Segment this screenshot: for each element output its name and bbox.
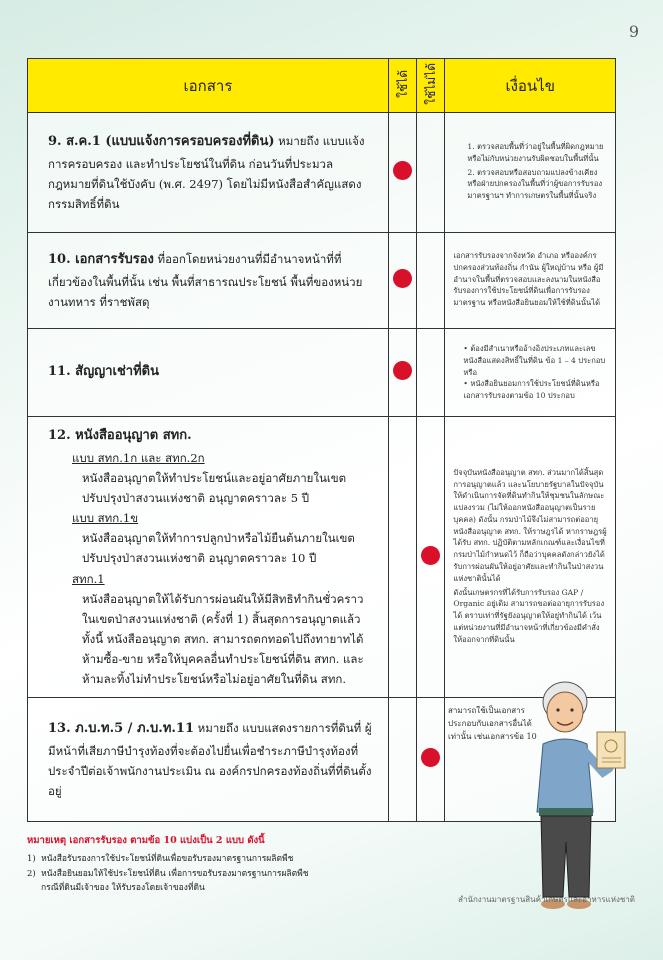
condition-para: ดังนั้นเกษตรกรที่ได้รับการรับรอง GAP / Organic อยู่เดิม สามารถขอต่ออายุการรับรองได้ ตราบเท่าที่รัฐยังอนุญาตให้อยู่ทำกินได้ เว้นแต่หน่วยงานที่มีอำนาจหน้าที่เกี่ยวข้องมีคำสั่งให้ออกจากที่ดินนั้น bbox=[453, 587, 605, 644]
footnote-item: 1) หนังสือรับรองการใช้ประโยชน์ที่ดินเพื่อขอรับรองมาตรฐานการผลิตพืช bbox=[27, 853, 294, 864]
condition-bullet: • หนังสือยินยอมการใช้ประโยชน์ที่ดินหรือเอกสารรับรองตามข้อ 10 ประกอบ bbox=[463, 378, 607, 402]
section-label: แบบ สทก.1ก และ สทก.2ก bbox=[72, 450, 205, 465]
doc-cell bbox=[28, 329, 389, 417]
condition-cell bbox=[445, 329, 616, 417]
usable-cell bbox=[388, 113, 416, 233]
condition-bullet: • ต้องมีสำเนาหรืออ้างอิงประเภทและเลขหนังสือแสดงสิทธิ์ในที่ดิน ข้อ 1 – 4 ประกอบ หรือ bbox=[463, 343, 607, 378]
footnote-title: หมายเหตุ เอกสารรับรอง ตามข้อ 10 แบ่งเป็น 2 แบบ ดังนี้ bbox=[27, 835, 265, 846]
doc-title: 10. เอกสารรับรอง bbox=[48, 252, 154, 267]
condition-cell bbox=[445, 113, 616, 233]
table-header-row bbox=[28, 59, 616, 113]
section-label: สทก.1 bbox=[72, 571, 105, 586]
table-row bbox=[28, 233, 616, 329]
condition-text: เอกสารรับรองจากจังหวัด อำเภอ หรือองค์กรปกครองส่วนท้องถิ่น กำนัน ผู้ใหญ่บ้าน หรือ ผู้มีอำนาจในพื้นที่ตรวจสอบและลงนามในหนังสือรับรองการใช้ประโยชน์ที่ดินเพื่อการรับรองมาตรฐาน หรือหนังสือยินยอมให้ใช้ที่ดินนั้นได้ bbox=[453, 251, 604, 308]
doc-title: 11. สัญญาเช่าที่ดิน bbox=[48, 364, 159, 380]
header-not-usable: ใช้ไม่ได้ bbox=[417, 59, 445, 113]
doc-body: ที่ออกโดยหน่วยงานที่มีอำนาจหน้าที่ที่เกี่ยวข้องในพื้นที่นั้น เช่น พื้นที่สาธารณประโยชน์ พื้นที่ของหน่วยงานทหาร ที่ราชพัสดุ bbox=[48, 252, 363, 309]
row13-condition-text: สามารถใช้เป็นเอกสารประกอบกับเอกสารอื่นได้เท่านั้น เช่นเอกสารข้อ 10 bbox=[448, 706, 537, 741]
doc-body: หมายถึง แบบแจ้งการครอบครอง และทำประโยชน์ในที่ดิน ก่อนวันที่ประมวลกฎหมายที่ดินใช้บังคับ (พ.ศ. 2497) โดยไม่มีหนังสือสำคัญแสดงกรรมสิทธิ์ที่ดิน bbox=[48, 133, 365, 211]
not-usable-cell bbox=[417, 329, 445, 417]
table-row bbox=[28, 113, 616, 233]
condition-item: 1. ตรวจสอบพื้นที่ว่าอยู่ในพื้นที่ผิดกฎหมายหรือไม่กับหน่วยงานรับผิดชอบในพื้นที่นั้น bbox=[467, 142, 604, 163]
footer-credit: สำนักงานมาตรฐานสินค้าเกษตรและอาหารแห่งชาติ bbox=[458, 895, 635, 904]
condition-cell bbox=[445, 417, 616, 698]
usable-cell bbox=[388, 329, 416, 417]
section-label: แบบ สทก.1ข bbox=[72, 511, 139, 526]
table-row bbox=[28, 329, 616, 417]
usable-cell bbox=[388, 233, 416, 329]
page-number: 9 bbox=[628, 22, 639, 41]
not-usable-cell bbox=[417, 113, 445, 233]
condition-para: ปัจจุบันหนังสืออนุญาต สทก. ส่วนมากได้สิ้นสุดการอนุญาตแล้ว และนโยบายรัฐบาลในปัจจุบันให้ดำเนินการจัดที่ดินทำกินให้ชุมชนในลักษณะแปลงรวม (ไม่ให้ออกหนังสืออนุญาตเป็นรายบุคคล) ดังนั้น กรมป่าไม้จึงไม่สามารถต่ออายุหนังสืออนุญาต สทก. ให้ราษฎรได้ หากราษฎรผู้ได้รับ สทก. ปฏิบัติตามหลักเกณฑ์และเงื่อนไขที่กรมป่าไม้กำหนดไว้ ก็ถือว่าบุคคลดังกล่าวยังได้รับการผ่อนผันให้อยู่อาศัยและทำกินในป่าสงวนแห่งชาตินั้นได้ bbox=[453, 467, 607, 583]
not-usable-cell bbox=[417, 417, 445, 698]
doc-title: 13. ภ.บ.ท.5 / ภ.บ.ท.11 bbox=[48, 721, 195, 737]
not-usable-cell bbox=[417, 233, 445, 329]
header-condition: เงื่อนไข bbox=[445, 59, 616, 113]
doc-cell bbox=[28, 698, 389, 822]
condition-item: 2. ตรวจสอบหรือสอบถามแปลงข้างเคียงหรือฝ่ายปกครองในพื้นที่ว่าผู้ขอการรับรองมาตรฐานฯ ทำการเกษตรในพื้นที่นั้นจริง bbox=[467, 167, 603, 201]
usable-dot bbox=[393, 269, 412, 288]
doc-title: 12. หนังสืออนุญาต สทก. bbox=[48, 428, 192, 443]
usable-cell bbox=[388, 698, 416, 822]
not-usable-dot bbox=[421, 748, 440, 767]
footnote bbox=[27, 833, 387, 896]
doc-cell bbox=[28, 113, 389, 233]
header-document: เอกสาร bbox=[28, 59, 389, 113]
doc-title: 9. ส.ค.1 (แบบแจ้งการครอบครองที่ดิน) bbox=[48, 133, 275, 149]
usable-dot bbox=[393, 161, 412, 180]
section-text: หนังสืออนุญาตให้ทำการปลูกป่าหรือไม้ยืนต้นภายในเขตปรับปรุงป่าสงวนแห่งชาติ อนุญาตคราวละ 10 ปี bbox=[82, 531, 355, 566]
doc-cell bbox=[28, 233, 389, 329]
closing-text: ทั้งนี้ หนังสืออนุญาต สทก. สามารถตกทอดไปถึงทายาทได้ ห้ามซื้อ-ขาย หรือให้บุคคลอื่นทำประโยชน์ที่ดิน สทก. และห้ามละทิ้งไม่ทำประโยชน์หรือไม่อยู่อาศัยในที่ดิน สทก. bbox=[82, 631, 364, 687]
not-usable-cell bbox=[417, 698, 445, 822]
section-text: หนังสืออนุญาตให้ทำประโยชน์และอยู่อาศัยภายในเขตปรับปรุงป่าสงวนแห่งชาติ อนุญาตคราวละ 5 ปี bbox=[82, 470, 347, 505]
farmer-illustration bbox=[533, 672, 628, 927]
header-usable: ใช้ได้ bbox=[388, 59, 416, 113]
usable-dot bbox=[393, 361, 412, 380]
doc-body: หมายถึง แบบแสดงรายการที่ดินที่ ผู้มีหน้าที่เสียภาษีบำรุงท้องที่จะต้องไปยื่นเพื่อชำระภาษีบำรุงท้องที่ประจำปีต่อเจ้าพนักงานประเมิน ณ องค์กรปกครองท้องถิ่นที่ที่ดินตั้งอยู่ bbox=[48, 721, 372, 799]
usable-cell bbox=[388, 417, 416, 698]
condition-cell bbox=[445, 233, 616, 329]
section-text: หนังสืออนุญาตให้ได้รับการผ่อนผันให้มีสิทธิทำกินชั่วคราวในเขตป่าสงวนแห่งชาติ (ครั้งที่ 1) สิ้นสุดการอนุญาตแล้ว bbox=[82, 591, 364, 626]
not-usable-dot bbox=[421, 546, 440, 565]
table-row bbox=[28, 417, 616, 698]
doc-cell bbox=[28, 417, 389, 698]
footnote-item: 2) หนังสือยินยอมให้ใช้ประโยชน์ที่ดิน เพื่อการขอรับรองมาตรฐานการผลิตพืช กรณีที่ดินมีเจ้าของ ให้รับรองโดยเจ้าของที่ดิน bbox=[27, 868, 309, 894]
